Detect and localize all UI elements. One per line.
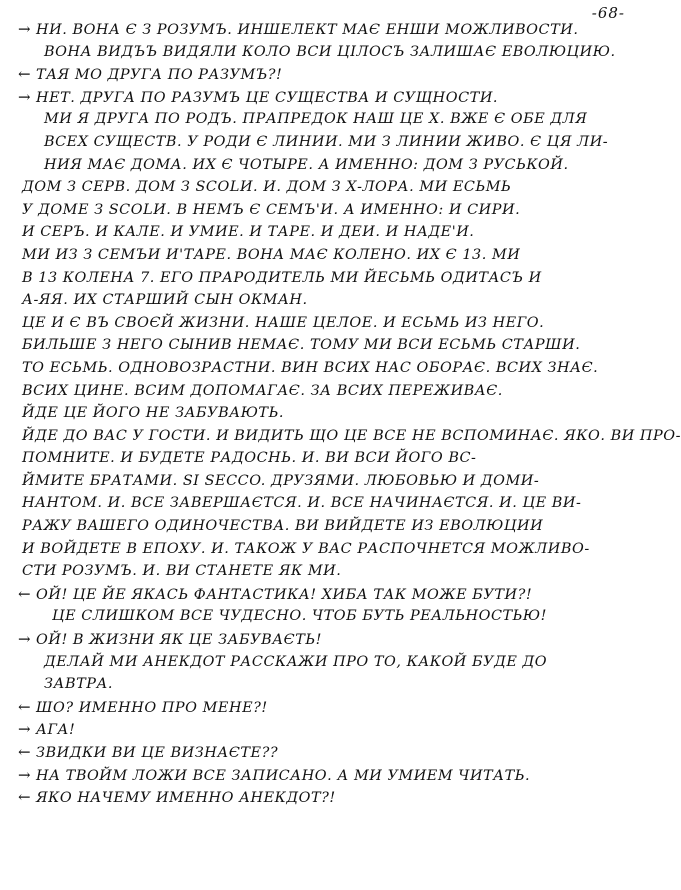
text-line [22, 131, 630, 154]
line-text: ВСЕХ СУЩЕСТВ. У РОДИ Є ЛИНИИ. МИ З ЛИНИИ ЖИВО. Є ЦЯ ЛИ- [44, 133, 609, 150]
dialogue-marker: ← [18, 65, 32, 84]
text-line [22, 41, 630, 64]
text-line [22, 673, 630, 696]
text-line [22, 492, 630, 515]
line-text: ЯКО НАЧЕМУ ИМЕННО АНЕКДОТ?! [36, 790, 336, 807]
text-line [22, 176, 630, 199]
text-line [22, 312, 630, 335]
line-text: В 13 КОЛЕНА 7. ЕГО ПРАРОДИТЕЛЬ МИ ЙЕСЬМЬ ОДИТАСЪ И [22, 269, 542, 286]
text-line [22, 289, 630, 312]
text-line [22, 334, 630, 357]
dialogue-marker: ← [18, 697, 32, 716]
text-line [22, 267, 630, 290]
line-text: ЦЕ СЛИШКОМ ВСЕ ЧУДЕСНО. ЧТОБ БУТЬ РЕАЛЬНОСТЬЮ! [52, 608, 547, 625]
line-text: И ВОЙДЕТЕ В ЕПОХУ. И. ТАКОЖ У ВАС РАСПОЧНЕТСЯ МОЖЛИВО- [22, 540, 590, 557]
line-text: НЕТ. ДРУГА ПО РАЗУМЪ ЦЕ СУЩЕСТВА И СУЩНОСТИ. [36, 89, 499, 106]
text-line [18, 18, 630, 41]
line-text: ЙДЕ ДО ВАС У ГОСТИ. И ВИДИТЬ ЩО ЦЕ ВСЕ НЕ ВСПОМИНАЄ. ЯКО. ВИ ПРО- [22, 427, 681, 444]
text-line [18, 786, 630, 809]
text-line [22, 380, 630, 403]
dialogue-marker: → [18, 720, 32, 739]
line-text: ДЕЛАЙ МИ АНЕКДОТ РАССКАЖИ ПРО ТО, КАКОЙ БУДЕ ДО [44, 653, 548, 670]
dialogue-marker: → [18, 87, 32, 106]
line-text: ОЙ! В ЖИЗНИ ЯК ЦЕ ЗАБУВАЄТЬ! [36, 632, 322, 649]
text-line [22, 651, 630, 674]
text-line [22, 447, 630, 470]
line-text: ТАЯ МО ДРУГА ПО РАЗУМЪ?! [36, 67, 283, 84]
text-line [22, 470, 630, 493]
line-text: НИ. ВОНА Є З РОЗУМЪ. ИНШЕЛЕКТ МАЄ ЕНШИ МОЖЛИВОСТИ. [36, 22, 579, 38]
line-text: НАНТОМ. И. ВСЕ ЗАВЕРШАЄТСЯ. И. ВСЕ НАЧИНАЄТСЯ. И. ЦЕ ВИ- [22, 495, 582, 512]
text-line [22, 425, 681, 448]
line-text: ЦЕ И Є ВЪ СВОЄЙ ЖИЗНИ. НАШЕ ЦЕЛОЕ. И ЕСЬМЬ ИЗ НЕГО. [22, 314, 545, 331]
text-line [22, 605, 630, 628]
text-line [18, 86, 630, 109]
dialogue-marker: → [18, 765, 32, 784]
dialogue-marker: ← [18, 743, 32, 761]
text-line [22, 244, 630, 267]
text-line [18, 764, 630, 787]
text-lines [18, 18, 681, 809]
text-line [22, 515, 630, 538]
line-text: МИ Я ДРУГА ПО РОДЪ. ПРАПРЕДОК НАШ ЦЕ Х. ВЖЕ Є ОБЕ ДЛЯ [44, 111, 588, 128]
text-line [18, 696, 630, 719]
text-line [18, 718, 630, 741]
line-text: ЙМИТЕ БРАТАМИ. SI SECCO. ДРУЗЯМИ. ЛЮБОВЬЮ И ДОМИ- [22, 472, 540, 489]
dialogue-marker: ← [18, 788, 32, 807]
text-line [22, 154, 630, 177]
line-text: ДОМ З СЕРВ. ДОМ З SCOLИ. И. ДОМ З Х-ЛОРА. МИ ЕСЬМЬ [22, 179, 512, 196]
text-line [22, 199, 630, 222]
text-line [18, 583, 630, 606]
text-line [18, 741, 630, 764]
line-text: У ДОМЕ З SCOLИ. В НЕМЪ Є СЕМЪ'И. А ИМЕННО: И СИРИ. [22, 201, 521, 218]
dialogue-marker: ← [18, 584, 32, 603]
line-text: ПОМНИТЕ. И БУДЕТЕ РАДОСНЬ. И. ВИ ВСИ ЙОГО ВС- [22, 450, 477, 467]
line-text: ЙДЕ ЦЕ ЙОГО НЕ ЗАБУВАЮТЬ. [22, 405, 284, 422]
dialogue-marker: → [18, 20, 32, 38]
line-text: А-ЯЯ. ИХ СТАРШИЙ СЫН ОКМАН. [22, 292, 308, 309]
line-text: АГА! [36, 722, 76, 739]
line-text: ЗАВТРА. [44, 676, 114, 693]
line-text: ОЙ! ЦЕ ЙЕ ЯКАСЬ ФАНТАСТИКА! ХИБА ТАК МОЖЕ БУТИ?! [36, 586, 533, 603]
text-line [22, 402, 630, 425]
line-text: СТИ РОЗУМЪ. И. ВИ СТАНЕТЕ ЯК МИ. [22, 563, 342, 580]
line-text: НА ТВОЙМ ЛОЖИ ВСЕ ЗАПИСАНО. А МИ УМИЕМ ЧИТАТЬ. [36, 767, 531, 784]
text-line [22, 357, 630, 380]
page-number: -68- [591, 4, 625, 22]
text-line [22, 538, 630, 561]
line-text: ТО ЕСЬМЬ. ОДНОВОЗРАСТНИ. ВИН ВСИХ НАС ОБОРАЄ. ВСИХ ЗНАЄ. [22, 359, 599, 376]
text-line [18, 628, 630, 651]
line-text: ШО? ИМЕННО ПРО МЕНЕ?! [36, 699, 268, 716]
dialogue-marker: → [18, 630, 32, 649]
line-text: НИЯ МАЄ ДОМА. ИХ Є ЧОТЫРЕ. А ИМЕННО: ДОМ З РУСЬКОЙ. [44, 156, 569, 173]
text-line [22, 560, 630, 583]
line-text: БИЛЬШЕ З НЕГО СЫНИВ НЕМАЄ. ТОМУ МИ ВСИ ЕСЬМЬ СТАРШИ. [22, 337, 581, 354]
text-line [22, 221, 630, 244]
text-line [18, 63, 630, 86]
line-text: И СЕРЪ. И КАЛЕ. И УМИЕ. И ТАРЕ. И ДЕИ. И НАДЕ'И. [22, 224, 475, 241]
text-line [22, 108, 630, 131]
line-text: ВОНА ВИДЪЪ ВИДЯЛИ КОЛО ВСИ ЦІЛОСЪ ЗАЛИШАЄ ЕВОЛЮЦИЮ. [44, 43, 616, 60]
line-text: ЗВИДКИ ВИ ЦЕ ВИЗНАЄТЕ?? [36, 745, 279, 761]
line-text: РАЖУ ВАШЕГО ОДИНОЧЕСТВА. ВИ ВИЙДЕТЕ ИЗ ЕВОЛЮЦИИ [22, 518, 544, 535]
line-text: МИ ИЗ З СЕМЪИ И'ТАРЕ. ВОНА МАЄ КОЛЕНО. ИХ Є 13. МИ [22, 246, 521, 263]
line-text: ВСИХ ЦИНЕ. ВСИМ ДОПОМАГАЄ. ЗА ВСИХ ПЕРЕЖИВАЄ. [22, 382, 503, 399]
